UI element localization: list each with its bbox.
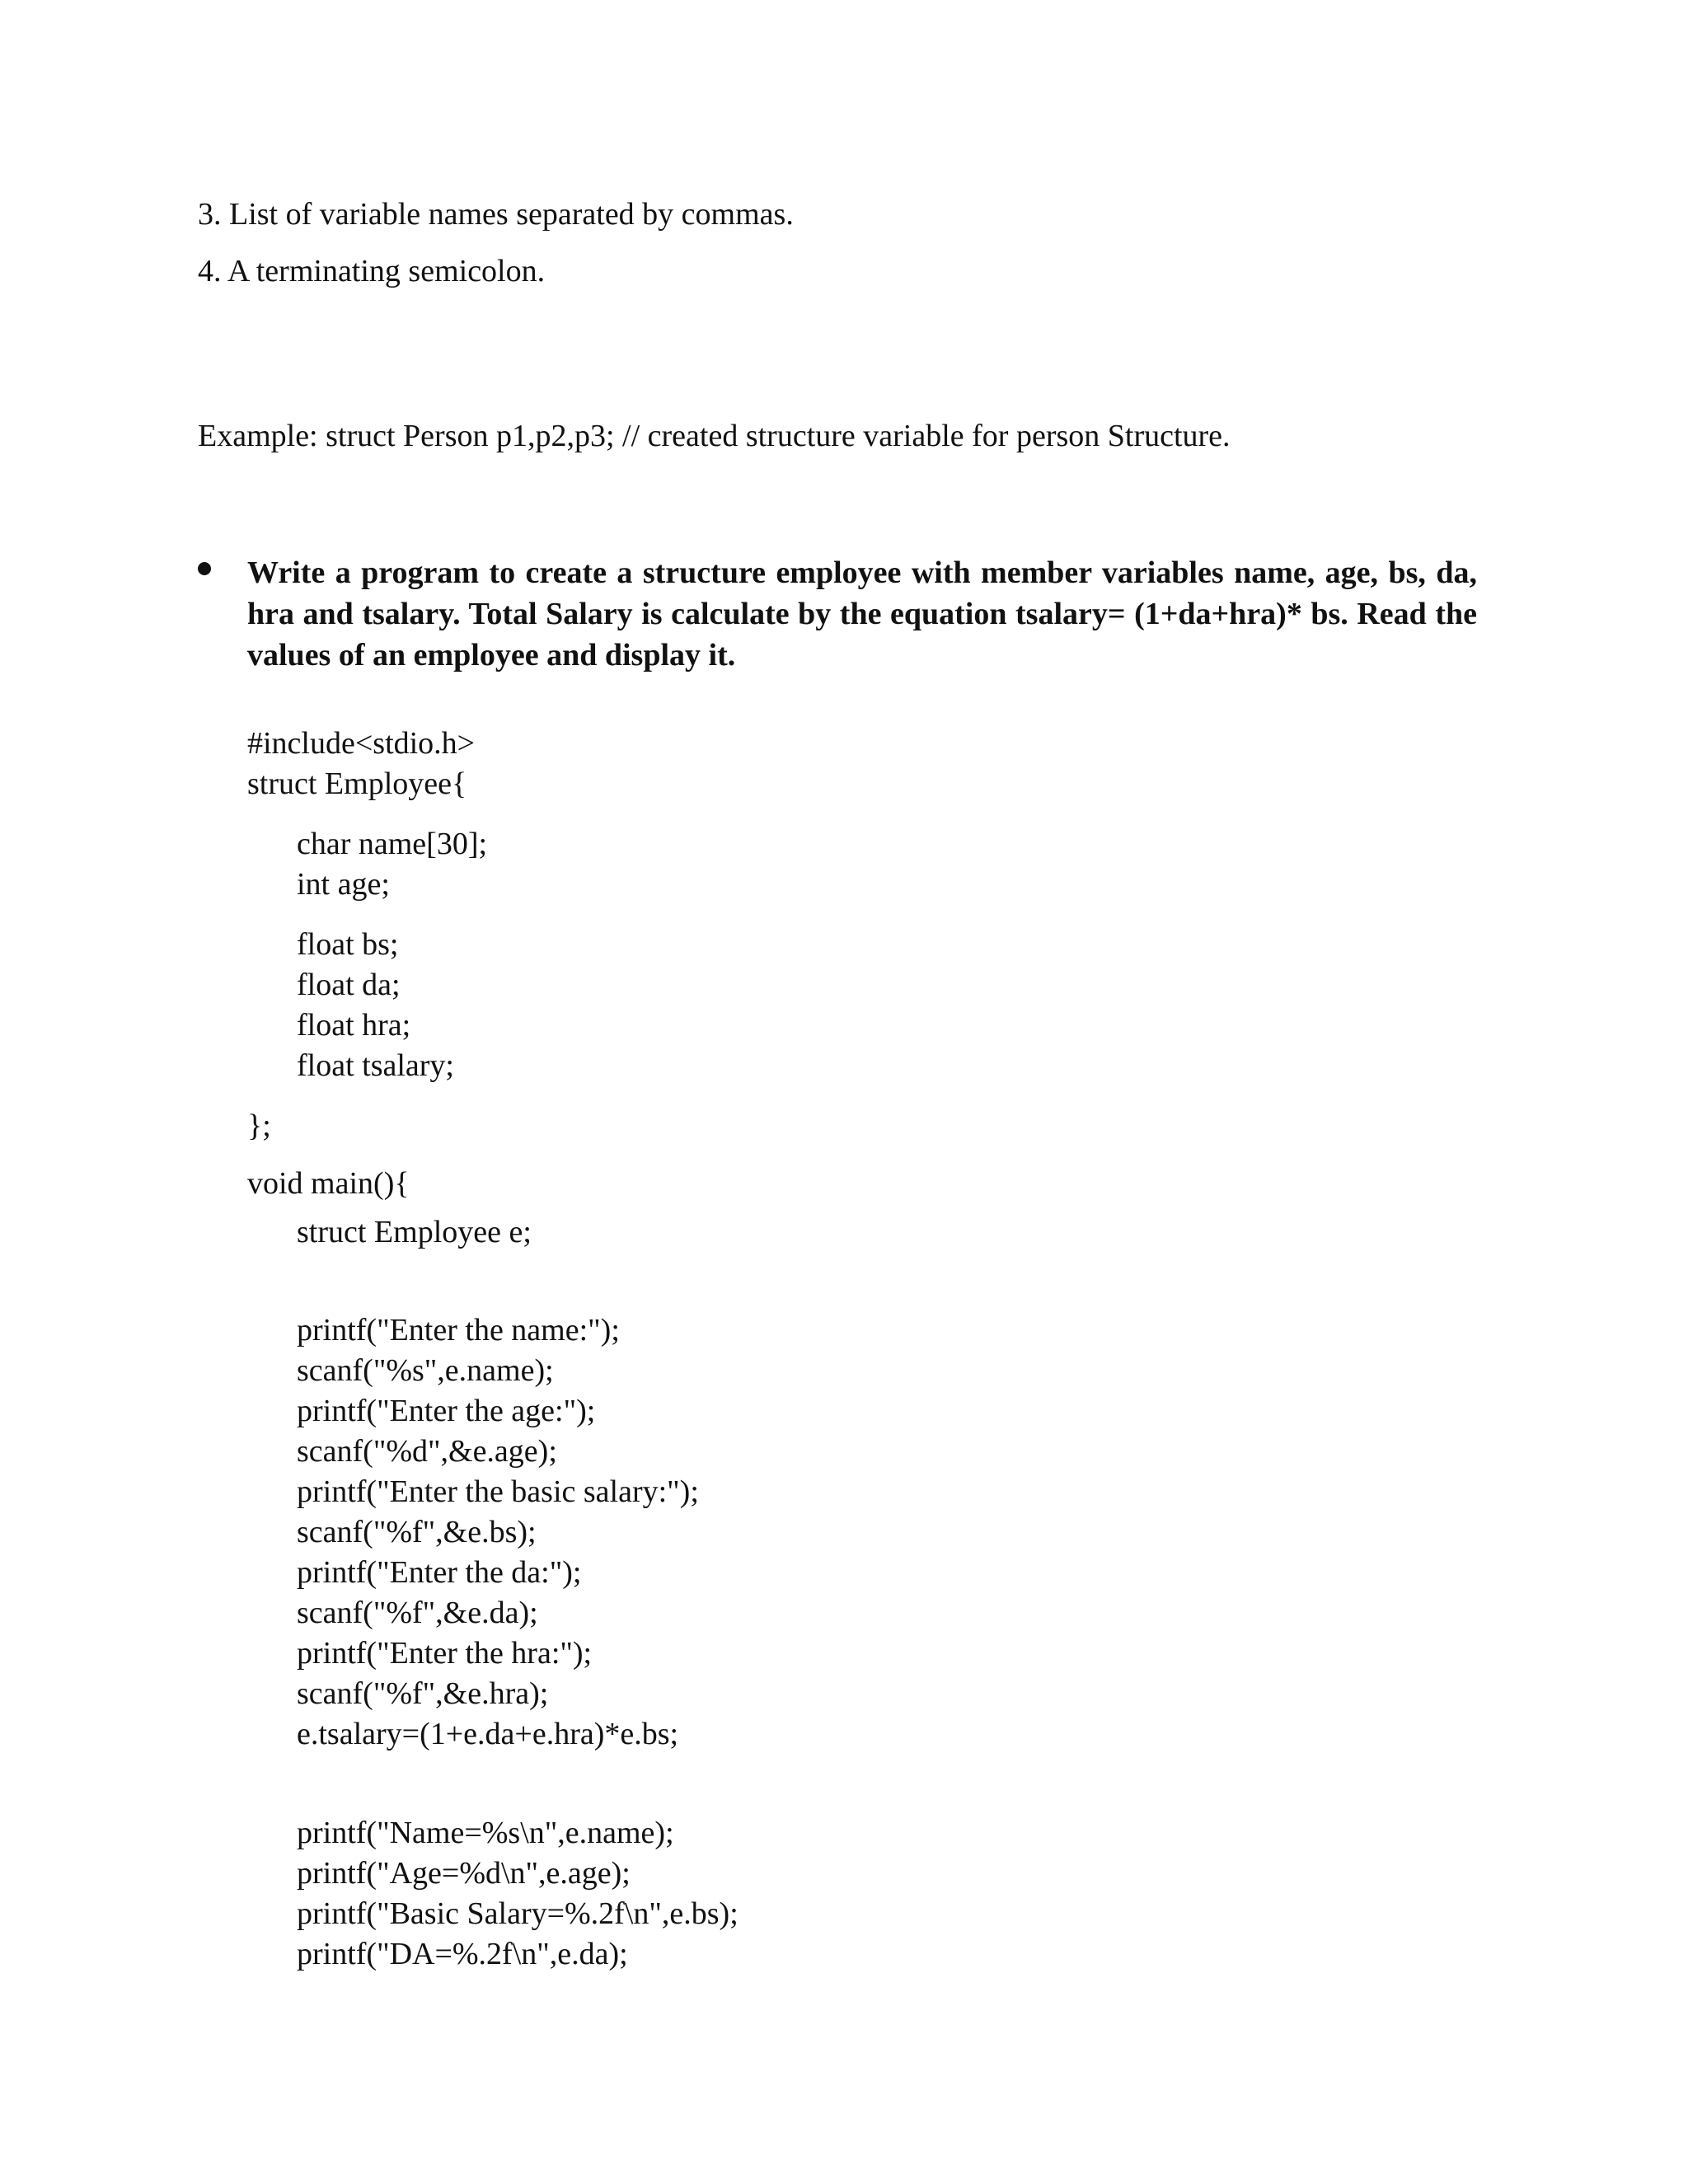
list-item-3: 3. List of variable names separated by commas. [198, 197, 794, 232]
code-line: printf("Basic Salary=%.2f\n",e.bs); [297, 1896, 738, 1931]
bullet-icon [198, 562, 211, 575]
code-line: printf("Name=%s\n",e.name); [297, 1816, 674, 1850]
code-line: scanf("%f",&e.hra); [297, 1676, 549, 1711]
code-line: #include<stdio.h> [247, 726, 476, 761]
code-line: printf("DA=%.2f\n",e.da); [297, 1937, 628, 1971]
code-line: float bs; [297, 927, 399, 962]
code-line: float tsalary; [297, 1048, 454, 1083]
code-line: scanf("%f",&e.bs); [297, 1515, 537, 1549]
code-line: }; [247, 1108, 271, 1143]
code-line: printf("Enter the basic salary:"); [297, 1474, 699, 1509]
code-line: printf("Enter the name:"); [297, 1313, 620, 1347]
code-line: printf("Enter the age:"); [297, 1394, 596, 1428]
code-line: scanf("%d",&e.age); [297, 1434, 557, 1469]
code-line: printf("Age=%d\n",e.age); [297, 1856, 631, 1891]
code-line: printf("Enter the hra:"); [297, 1636, 593, 1671]
code-line: char name[30]; [297, 827, 488, 861]
code-line: scanf("%f",&e.da); [297, 1596, 538, 1630]
code-line: e.tsalary=(1+e.da+e.hra)*e.bs; [297, 1717, 679, 1751]
list-item-4: 4. A terminating semicolon. [198, 254, 546, 288]
code-line: float da; [297, 968, 401, 1002]
code-line: struct Employee e; [297, 1215, 532, 1249]
code-line: int age; [297, 867, 390, 902]
example-line: Example: struct Person p1,p2,p3; // created structure variable for person Structure. [198, 419, 1231, 453]
code-line: void main(){ [247, 1166, 410, 1201]
code-line: scanf("%s",e.name); [297, 1353, 554, 1388]
code-line: printf("Enter the da:"); [297, 1555, 582, 1590]
task-statement: Write a program to create a structure employee with member variables name, age, bs, da, hra and tsalary. Total Salary is calculate by the equation tsalary= (1+da+hra)* bs. Read the values of an employee and display it. [247, 555, 1477, 673]
code-line: struct Employee{ [247, 766, 467, 801]
code-line: float hra; [297, 1008, 411, 1043]
